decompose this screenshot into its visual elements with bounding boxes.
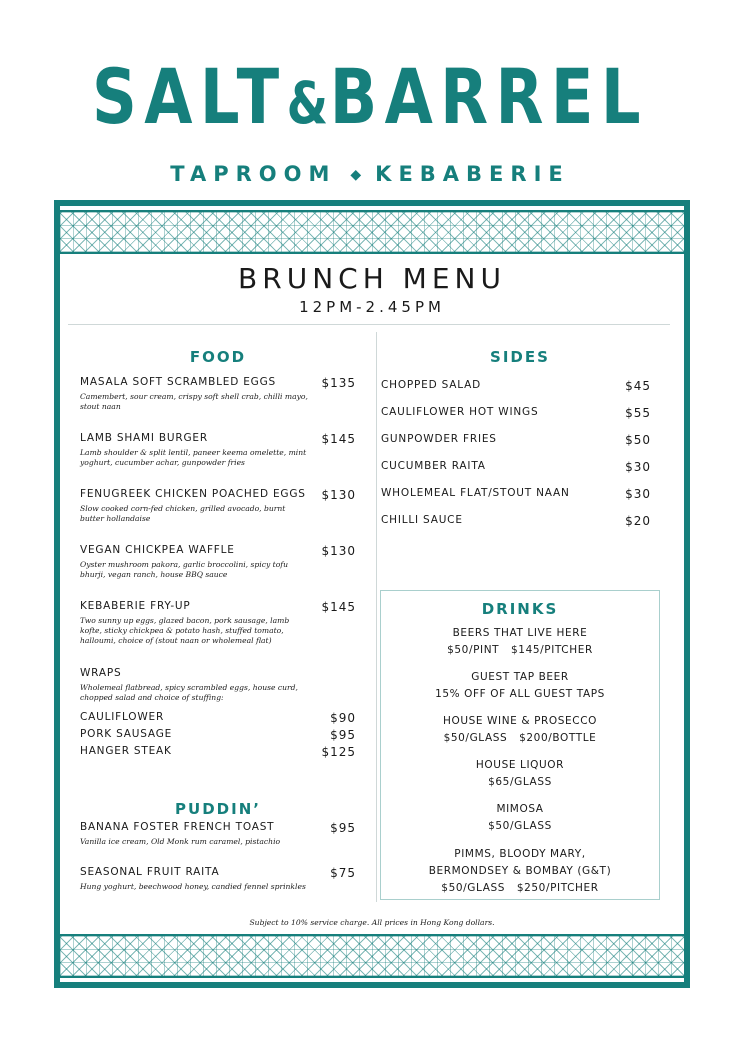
side-item-name: GUNPOWDER FRIES (381, 433, 497, 445)
puddin-item-price: $75 (330, 866, 356, 880)
title-divider (68, 324, 670, 325)
menu-title: BRUNCH MENU (238, 262, 506, 295)
wrap-option-name: CAULIFLOWER (80, 711, 165, 723)
drink-item (381, 713, 659, 747)
side-item-price: $20 (625, 514, 651, 528)
wrap-option-price: $125 (321, 745, 356, 759)
side-item (381, 433, 651, 445)
food-item-name: VEGAN CHICKPEA WAFFLE (80, 544, 235, 556)
brand-logo (67, 52, 674, 148)
side-item (381, 406, 651, 418)
food-item (80, 488, 356, 524)
menu-hours: 12PM-2.45PM (299, 298, 445, 316)
drinks-box (380, 590, 660, 900)
food-item-desc: Camembert, sour cream, crispy soft shell crab, chilli mayo, stout naan (80, 392, 308, 411)
wrap-option (80, 745, 356, 757)
side-item-price: $45 (625, 379, 651, 393)
column-divider (376, 332, 377, 902)
side-item (381, 487, 651, 499)
food-item (80, 376, 356, 412)
tagline-taproom: TAPROOM (170, 162, 337, 186)
drink-name: BEERS THAT LIVE HERE (452, 627, 588, 639)
pattern-band-bottom (60, 934, 684, 978)
food-item-price: $130 (321, 544, 356, 558)
drinks-section-title: DRINKS (481, 600, 559, 618)
food-item-name: LAMB SHAMI BURGER (80, 432, 208, 444)
side-item-name: CAULIFLOWER HOT WINGS (381, 406, 539, 418)
wrap-option-name: HANGER STEAK (80, 745, 172, 757)
drink-name-line1: PIMMS, BLOODY MARY, (454, 848, 586, 860)
wrap-option-price: $90 (330, 711, 356, 725)
puddin-item-desc: Hung yoghurt, beechwood honey, candied fennel sprinkles (80, 882, 306, 891)
drink-item (381, 846, 659, 897)
food-item-desc: Oyster mushroom pakora, garlic broccolini, spicy tofu bhurji, vegan ranch, house BBQ sauce (80, 560, 288, 579)
pattern-band-top (60, 210, 684, 254)
puddin-item-name: BANANA FOSTER FRENCH TOAST (80, 821, 275, 833)
wrap-option (80, 728, 356, 740)
food-item-price: $145 (321, 600, 356, 614)
side-item-price: $30 (625, 487, 651, 501)
drink-name: HOUSE WINE & PROSECCO (442, 715, 598, 727)
drink-name-line2: BERMONDSEY & BOMBAY (G&T) (428, 865, 612, 877)
brand-name-right: BARREL (329, 52, 648, 141)
puddin-item (80, 821, 356, 847)
brand-tagline (0, 162, 740, 186)
wrap-option-name: PORK SAUSAGE (80, 728, 173, 740)
side-item (381, 514, 651, 526)
food-section-title: FOOD (189, 348, 247, 366)
food-item (80, 600, 356, 646)
drink-price: 15% OFF OF ALL GUEST TAPS (435, 688, 605, 700)
drink-item (381, 801, 659, 835)
drink-price: $50/GLASS $250/PITCHER (441, 882, 599, 894)
side-item (381, 460, 651, 472)
side-item-price: $30 (625, 460, 651, 474)
food-item-price: $135 (321, 376, 356, 390)
side-item-name: CUCUMBER RAITA (381, 460, 486, 472)
drink-name: HOUSE LIQUOR (475, 759, 565, 771)
puddin-section-title: PUDDIN’ (175, 800, 261, 818)
drink-price: $50/PINT $145/PITCHER (447, 644, 593, 656)
wrap-option-price: $95 (330, 728, 356, 742)
side-item-name: CHOPPED SALAD (381, 379, 482, 391)
wraps-name: WRAPS (80, 667, 122, 679)
side-item (381, 379, 651, 391)
drink-price: $50/GLASS (488, 820, 552, 832)
food-item-name: KEBABERIE FRY-UP (80, 600, 191, 612)
wrap-option (80, 711, 356, 723)
food-item-name: MASALA SOFT SCRAMBLED EGGS (80, 376, 277, 388)
drink-item (381, 757, 659, 791)
food-item-price: $130 (321, 488, 356, 502)
puddin-item (80, 866, 356, 892)
food-item-desc: Two sunny up eggs, glazed bacon, pork sausage, lamb kofte, sticky chickpea & potato hash, stuffed tomato, halloumi, choice of (stout naan or wholemeal flat) (80, 616, 290, 645)
brand-name-left: SALT (92, 52, 287, 141)
menu-frame (54, 200, 690, 988)
side-item-price: $50 (625, 433, 651, 447)
food-item-price: $145 (321, 432, 356, 446)
drink-name: MIMOSA (496, 803, 544, 815)
puddin-item-price: $95 (330, 821, 356, 835)
tagline-kebaberie: KEBABERIE (375, 162, 570, 186)
food-item (80, 432, 356, 468)
side-item-name: WHOLEMEAL FLAT/STOUT NAAN (381, 487, 570, 499)
wraps-item (80, 667, 356, 703)
drink-name: GUEST TAP BEER (471, 671, 569, 683)
drink-item (381, 625, 659, 659)
food-item-desc: Lamb shoulder & split lentil, paneer keema omelette, mint yoghurt, cucumber achar, gunpowder fries (80, 448, 307, 467)
drink-item (381, 669, 659, 703)
drink-price: $65/GLASS (488, 776, 552, 788)
sides-section-title: SIDES (490, 348, 550, 366)
puddin-item-desc: Vanilla ice cream, Old Monk rum caramel, pistachio (80, 837, 281, 846)
brand-ampersand: & (286, 69, 330, 137)
food-item-desc: Slow cooked corn-fed chicken, grilled avocado, burnt butter hollandaise (80, 504, 286, 523)
side-item-price: $55 (625, 406, 651, 420)
wraps-desc: Wholemeal flatbread, spicy scrambled eggs, house curd, chopped salad and choice of stuffing: (80, 683, 298, 702)
puddin-item-name: SEASONAL FRUIT RAITA (80, 866, 220, 878)
side-item-name: CHILLI SAUCE (381, 514, 463, 526)
diamond-icon: ◆ (350, 167, 362, 183)
drink-price: $50/GLASS $200/BOTTLE (443, 732, 597, 744)
footer-note: Subject to 10% service charge. All prices in Hong Kong dollars. (249, 918, 495, 927)
food-item-name: FENUGREEK CHICKEN POACHED EGGS (80, 488, 306, 500)
food-item (80, 544, 356, 580)
